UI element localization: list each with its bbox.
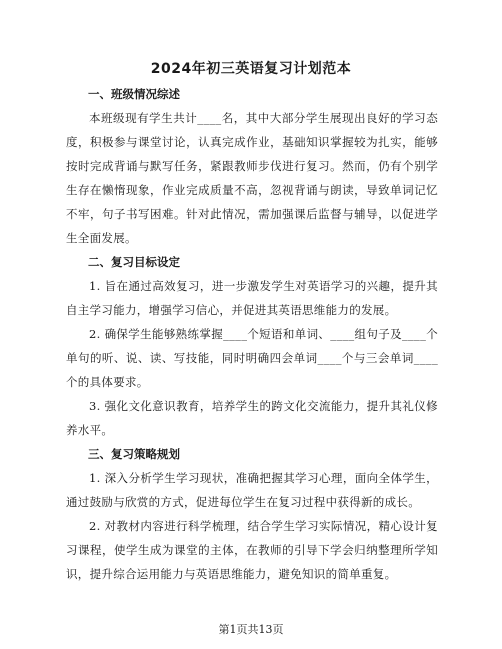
section-paragraph: 2. 确保学生能够熟练掌握____个短语和单词、____组句子及____个单句的听、说、读、写技能，同时明确四会单词____个与三会单词____个的具体要求。 [66,327,438,389]
section-paragraph: 1. 深入分析学生学习现状，准确把握其学习心理，面向全体学生，通过鼓励与欣赏的方式，促进每位学生在复习过程中获得新的成长。 [66,471,438,509]
section-paragraph: 2. 对教材内容进行科学梳理，结合学生学习实际情况，精心设计复习课程，使学生成为课堂的主体，在教师的引导下学会归纳整理所学知识，提升综合运用能力与英语思维能力，避免知识的简单重复。 [66,519,438,581]
document-title: 2024年初三英语复习计划范本 [150,61,352,77]
document-body [66,82,438,586]
section-review-goals [66,250,438,442]
section-class-overview [66,82,438,250]
section-paragraph: 3. 强化文化意识教育，培养学生的跨文化交流能力，提升其礼仪修养水平。 [66,399,438,437]
section-heading: 二、复习目标设定 [88,255,180,269]
section-review-strategy [66,442,438,586]
section-paragraph: 本班级现有学生共计____名，其中大部分学生展现出良好的学习态度，积极参与课堂讨论，认真完成作业，基础知识掌握较为扎实，能够按时完成背诵与默写任务，紧跟教师步伐进行复习。然而，仍有个别学生存在懒惰现象，作业完成质量不高，忽视背诵与朗读，导致单词记忆不牢，句子书写困难。针对此情况，需加强课后监督与辅导，以促进学生全面发展。 [66,111,438,245]
section-paragraph: 1. 旨在通过高效复习，进一步激发学生对英语学习的兴趣，提升其自主学习能力，增强学习信心，并促进其英语思维能力的发展。 [66,279,438,317]
page-number-footer: 第1页共13页 [218,623,284,636]
section-heading: 一、班级情况综述 [88,87,180,101]
section-heading: 三、复习策略规划 [88,447,180,461]
